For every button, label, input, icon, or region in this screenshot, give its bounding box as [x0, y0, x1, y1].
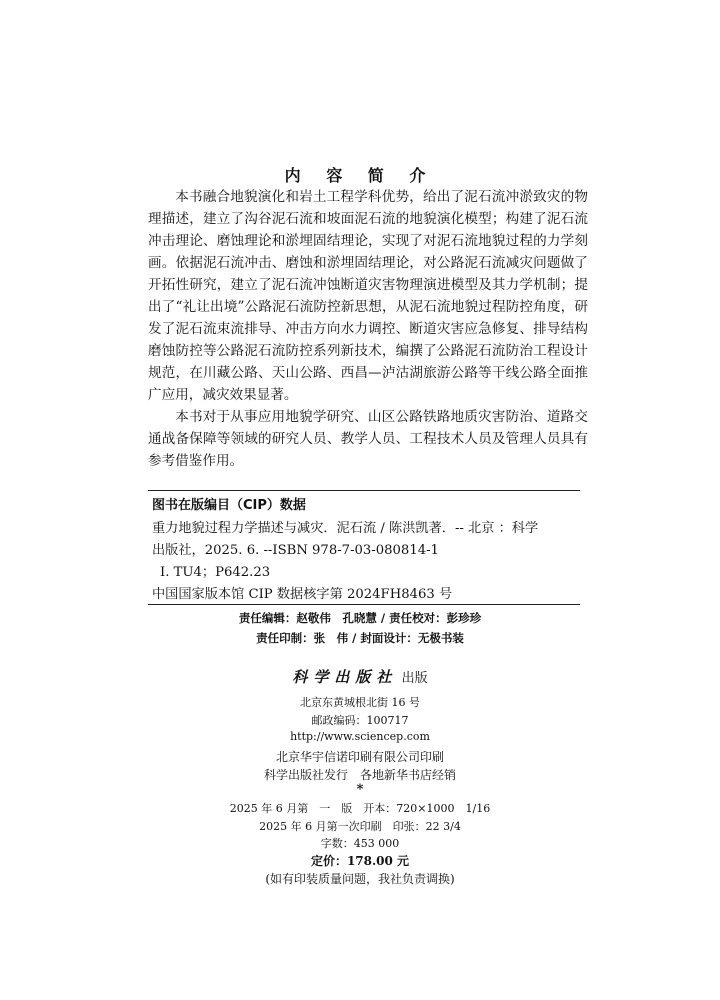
page-title: 内 容 简 介 [284, 166, 436, 185]
cip-bottom-rule [148, 604, 580, 605]
cip-line-2: 出版社，2025. 6. --ISBN 978-7-03-080814-1 [152, 543, 439, 558]
cip-top-rule [148, 490, 580, 491]
cip-heading: 图书在版编目（CIP）数据 [152, 498, 306, 513]
cip-block [152, 518, 592, 606]
quality-note: (如有印装质量问题，我社负责调换) [265, 872, 455, 886]
word-count: 字数：453 000 [320, 837, 400, 850]
publisher-line [0, 666, 720, 687]
intro-section [148, 186, 588, 472]
publisher-website: http://www.sciencep.com [290, 730, 430, 743]
publisher-address: 北京东黄城根北街 16 号 [300, 696, 420, 709]
cip-line-4: 中国国家版本馆 CIP 数据核字第 2024FH8463 号 [152, 587, 453, 602]
printer-line: 北京华宇信诺印刷有限公司印刷 [275, 750, 444, 764]
publisher-postcode: 邮政编码：100717 [311, 714, 409, 727]
publisher-suffix: 出版 [401, 671, 428, 686]
intro-paragraph-2: 本书对于从事应用地貌学研究、山区公路铁路地质灾害防治、道路交通战备保障等领域的研究人员、教学人员、工程技术人员及管理人员具有参考借鉴作用。 [148, 409, 588, 469]
edition-line: 2025 年 6 月第 一 版 开本：720×1000 1/16 [229, 802, 491, 815]
cip-line-1: 重力地貌过程力学描述与减灾．泥石流 / 陈洪凯著．-- 北京 ：科学 [152, 521, 539, 536]
credits-line-1: 责任编辑：赵敬伟 孔晓慧 / 责任校对：彭珍珍 [238, 611, 482, 625]
distribution-line: 科学出版社发行 各地新华书店经销 [263, 768, 456, 782]
separator-star: * [356, 782, 364, 797]
printing-line: 2025 年 6 月第一次印刷 印张：22 3/4 [259, 820, 461, 833]
publisher-logo: 科学出版社 [292, 668, 398, 686]
cip-line-3: Ⅰ. TU4；P642.23 [160, 565, 271, 580]
intro-paragraph-1: 本书融合地貌演化和岩土工程学科优势，给出了泥石流冲淤致灾的物理描述，建立了沟谷泥石流和坡面泥石流的地貌演化模型；构建了泥石流冲击理论、磨蚀理论和淤埋固结理论，实现了对泥石流地貌过程的力学刻画。依据泥石流冲击、磨蚀和淤埋固结理论，对公路泥石流减灾问题做了开拓性研究，建立了泥石流冲蚀断道灾害物理演进模型及其力学机制；提出了“礼让出境”公路泥石流防控新思想，从泥石流地貌过程防控角度，研发了泥石流束流排导、冲击方向水力调控、断道灾害应急修复、排导结构磨蚀防控等公路泥石流防控系列新技术，编撰了公路泥石流防治工程设计规范，在川藏公路、天山公路、西昌—泸沽湖旅游公路等干线公路全面推广应用，减灾效果显著。 [148, 189, 588, 403]
credits-line-2: 责任印制：张 伟 / 封面设计：无极书装 [256, 631, 464, 645]
price: 定价：178.00 元 [310, 854, 410, 868]
